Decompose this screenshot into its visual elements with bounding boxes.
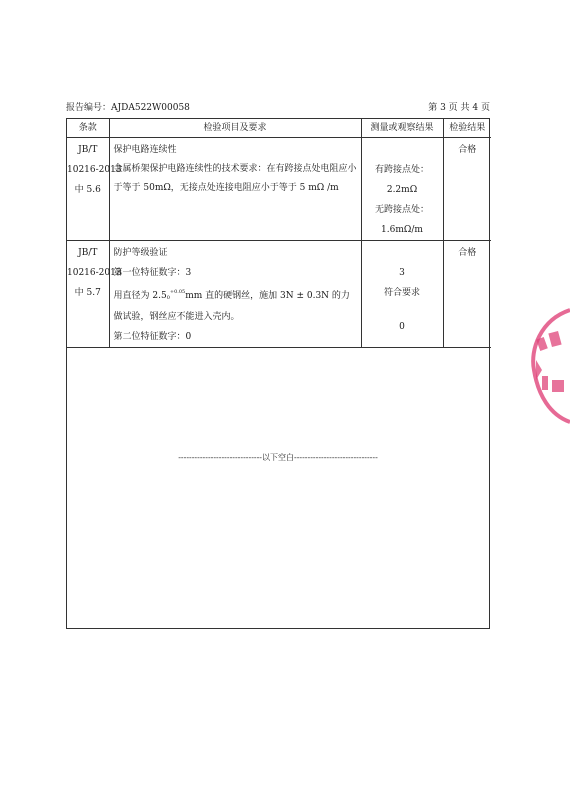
table-row <box>67 138 491 241</box>
measurement-value: 0 <box>399 322 405 332</box>
measurement-value: 3 <box>399 268 405 278</box>
page-header <box>66 100 490 116</box>
measurement-value: 2.2mΩ <box>386 185 418 195</box>
page-counter: 第 3 页 共 4 页 <box>428 103 490 113</box>
clause-section: 中 5.7 <box>74 288 101 298</box>
column-header-result: 检验结果 <box>443 119 491 138</box>
blank-remainder-note: -------------------------------以下空白------------------------------- <box>178 453 378 462</box>
clause-cell <box>67 138 122 241</box>
table-row <box>67 241 491 348</box>
tolerance-lower: 0 <box>166 295 170 301</box>
report-number-value: AJDA522W00058 <box>111 103 190 113</box>
clause-year: 10216-2013 <box>67 165 122 175</box>
seal-stamp-inner <box>536 331 564 392</box>
measurement-value: 符合要求 <box>383 288 420 298</box>
result-cell <box>443 138 491 241</box>
second-digit-text: 第二位特征数字：0 <box>113 332 192 342</box>
column-header-measurement: 测量或观察结果 <box>361 119 443 138</box>
tolerance-upper: +0.05 <box>169 289 186 295</box>
inspection-table <box>67 119 491 348</box>
first-digit-text: 第一位特征数字：3 <box>113 268 192 278</box>
seal-stamp <box>500 300 570 430</box>
measurement-cell <box>361 241 443 348</box>
measurement-cell <box>361 138 443 241</box>
clause-standard: JB/T <box>78 248 98 258</box>
column-header-item: 检验项目及要求 <box>109 119 361 138</box>
item-cell <box>109 241 361 348</box>
clause-year: 10216-2013 <box>67 268 122 278</box>
measurement-label: 有跨接点处： <box>374 165 429 175</box>
report-number-label: 报告编号： <box>66 103 112 113</box>
report-table-frame <box>66 118 490 629</box>
clause-standard: JB/T <box>78 145 98 155</box>
item-title: 保护电路连续性 <box>113 145 177 155</box>
measurement-value: 1.6mΩ/m <box>381 225 423 235</box>
item-cell <box>109 138 361 241</box>
probe-requirement: 用直径为 $2.5_0^{+0.05}mm$ 直的硬钢丝，施加 3N ± 0.3N 的力做试验，钢丝应不能进入壳内。 <box>113 289 350 322</box>
column-header-clause: 条款 <box>67 119 109 138</box>
report-number <box>66 100 190 116</box>
item-title: 防护等级验证 <box>113 248 168 258</box>
result-value: 合格 <box>458 145 477 155</box>
table-header-row <box>67 119 491 138</box>
result-cell <box>443 241 491 348</box>
clause-section: 中 5.6 <box>74 185 101 195</box>
measurement-label: 无跨接点处： <box>374 205 429 215</box>
item-requirement: 金属桥架保护电路连续性的技术要求：在有跨接点处电阻应小于等于 50mΩ，无接点处连接电阻应小于等于 5 mΩ /m <box>113 164 357 193</box>
clause-cell <box>67 241 122 348</box>
result-value: 合格 <box>458 248 477 258</box>
